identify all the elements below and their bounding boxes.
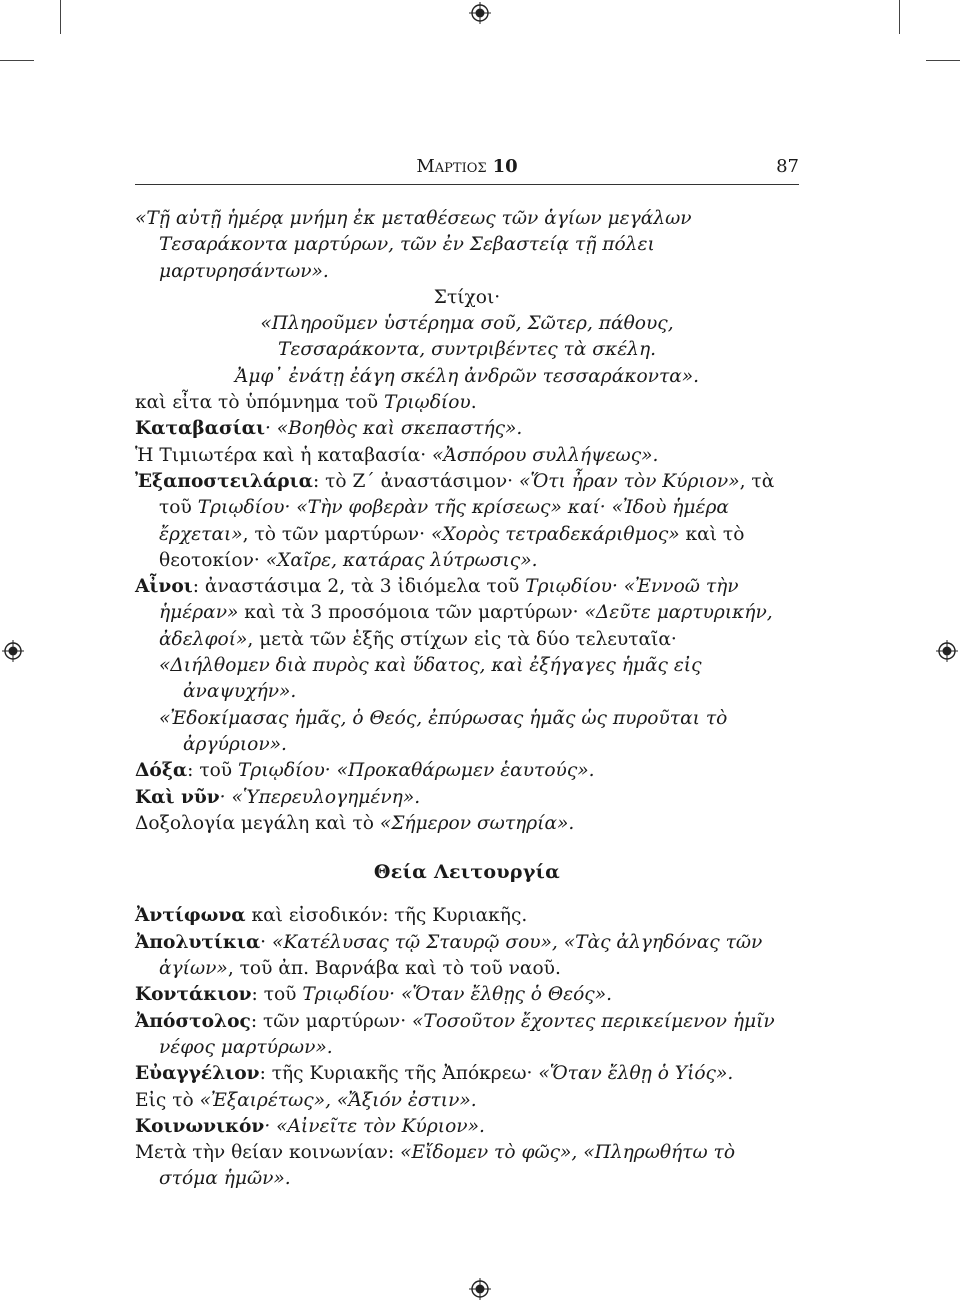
text-span: · «Αἰνεῖτε τὸν Κύριον».	[264, 1115, 485, 1137]
crop-mark	[899, 0, 900, 34]
text-span: , τὰ τοῦ	[159, 470, 775, 519]
text-span: Τριῳδίου· «Προκαθάρωμεν ἑαυτούς».	[238, 760, 595, 782]
rubric-label: Κοντάκιον	[135, 984, 252, 1006]
text-span: καὶ εἰσοδικόν: τῆς Κυριακῆς.	[245, 905, 528, 927]
rubric-label: Δόξα	[135, 760, 188, 782]
text-span: Τριῳδίου· «Ἐννοῶ τὴν ἡμέραν»	[159, 576, 739, 624]
stichos-line	[135, 706, 799, 759]
text-span: «Σήμερον σωτηρία».	[379, 812, 575, 834]
verse-line	[135, 337, 799, 363]
verse-text: «Πληροῦμεν ὑστέρημα σοῦ, Σῶτερ, πάθους,	[260, 313, 674, 335]
timiotera-line	[135, 443, 799, 469]
running-header	[135, 150, 799, 185]
section-title: Θεία Λειτουργία	[373, 861, 561, 884]
kai-nyn-line	[135, 785, 799, 811]
kontakion-line	[135, 982, 799, 1008]
text-span: , τοῦ ἀπ. Βαρνάβα καὶ τὸ τοῦ ναοῦ.	[227, 958, 561, 980]
crop-mark	[926, 60, 960, 61]
text-span: «Χορὸς τετραδεκάριθμος»	[430, 523, 680, 545]
eis-to-line	[135, 1088, 799, 1114]
meta-koinonia-paragraph	[135, 1140, 799, 1193]
exapostilaria-paragraph	[135, 469, 799, 574]
registration-mark-right	[936, 640, 958, 662]
text-span: «Χαῖρε, κατάρας λύτρωσις».	[265, 549, 538, 571]
rubric-label: Κοινωνικόν	[135, 1115, 265, 1137]
synaxar-line	[135, 390, 799, 416]
text-span: ·	[260, 931, 272, 953]
doxologia-line	[135, 811, 799, 837]
text-span: «Τοσοῦτον ἔχοντες περικείμενον ἡμῖν νέφος μαρτύρων».	[159, 1010, 775, 1058]
registration-mark-top	[469, 2, 491, 24]
text-span: , μετὰ τῶν ἑξῆς στίχων εἰς τὰ δύο τελευταῖα·	[247, 628, 677, 650]
text-span: : ἀναστάσιμα 2, τὰ 3 ἰδιόμελα τοῦ	[192, 576, 526, 598]
text-span: «Δεῦτε μαρτυρικήν, ἀδελφοί»	[159, 602, 773, 650]
antiphona-line	[135, 903, 799, 929]
text-span: .	[470, 392, 477, 414]
text-span: · «Ὑπερευλογημένη».	[219, 786, 421, 808]
running-head	[135, 156, 799, 177]
registration-mark-bottom	[469, 1278, 491, 1300]
page-body	[135, 206, 799, 1193]
text-span: «Ἀσπόρου συλλήψεως».	[432, 444, 659, 466]
text-span: : τῶν μαρτύρων·	[250, 1010, 413, 1032]
doxa-line	[135, 758, 799, 784]
text-span: Τριῳδίου· «Τὴν φοβερὰν τῆς κρίσεως» καί· «Ἰδοὺ ἡμέρα ἔρχεται»	[159, 497, 729, 545]
text-span: «Κατέλυσας τῷ Σταυρῷ σου», «Τὰς ἀλγηδόνας τῶν ἁγίων»	[159, 931, 763, 980]
stichos-line	[135, 653, 799, 706]
text-span: καὶ τὸ θεοτοκίον·	[159, 523, 745, 571]
koinonikon-line	[135, 1114, 799, 1140]
rubric-label: Ἐξαποστειλάρια	[135, 470, 313, 492]
rubric-label: Καταβασίαι	[135, 418, 265, 440]
rubric-label: Εὐαγγέλιον	[135, 1063, 260, 1085]
evangelion-line	[135, 1061, 799, 1087]
text-span: : τοῦ	[251, 984, 303, 1006]
text-span: καὶ εἶτα τὸ ὑπόμνημα τοῦ	[135, 392, 384, 414]
verse-text: Ἀμφ᾿ ἐνάτῃ ἐάγη σκέλη ἀνδρῶν τεσσαράκοντα».	[234, 365, 700, 387]
text-span: Τριῳδίου· «Ὅταν ἔλθῃς ὁ Θεός».	[302, 984, 612, 1006]
text-span: «Διήλθομεν διὰ πυρὸς καὶ ὕδατος, καὶ ἐξήγαγες ἡμᾶς εἰς ἀναψυχήν».	[159, 655, 702, 703]
rubric-label: Ἀπόστολος	[135, 1010, 251, 1032]
crop-mark	[60, 0, 61, 34]
rubric-label: Ἀντίφωνα	[135, 905, 246, 927]
text-span: «Ὅταν ἔλθῃ ὁ Υἱός».	[538, 1063, 734, 1085]
text-span: Ἡ Τιμιωτέρα καὶ ἡ καταβασία·	[135, 444, 433, 466]
rubric-label: Καὶ νῦν	[135, 786, 220, 808]
text-span: Δοξολογία μεγάλη καὶ τὸ	[135, 812, 380, 834]
ainoi-paragraph	[135, 574, 799, 653]
text-span: Εἰς τὸ	[135, 1089, 200, 1111]
verses-title: Στίχοι·	[433, 286, 501, 308]
text-span: «Εἴδομεν τὸ φῶς», «Πληρωθήτω τὸ στόμα ἡμῶν».	[159, 1142, 736, 1190]
text-span: : τὸ Ζ΄ ἀναστάσιμον·	[312, 470, 519, 492]
text-span: Τριῳδίου	[383, 392, 471, 414]
intro-paragraph	[135, 206, 799, 285]
verse-line	[135, 311, 799, 337]
rubric-label: Ἀπολυτίκια	[135, 931, 261, 953]
text-span: , τὸ τῶν μαρτύρων·	[242, 523, 431, 545]
text-span: · «Βοηθὸς καὶ σκεπαστής».	[264, 418, 523, 440]
verse-line	[135, 364, 799, 390]
text-span: : τῆς Κυριακῆς τῆς Ἀπόκρεω·	[259, 1063, 539, 1085]
katavasiai-line	[135, 416, 799, 442]
running-head-number: 10	[492, 156, 518, 177]
intro-text: «Τῇ αὐτῇ ἡμέρᾳ μνήμη ἐκ μεταθέσεως τῶν ἁγίων μεγάλων Τεσαράκοντα μαρτύρων, τῶν ἐν Σεβαστείᾳ τῇ πόλει μαρτυρησάντων».	[135, 208, 692, 282]
rubric-label: Αἶνοι	[135, 576, 193, 598]
text-span: : τοῦ	[187, 760, 239, 782]
verse-text: Τεσσαράκοντα, συντριβέντες τὰ σκέλη.	[277, 339, 657, 361]
running-head-title: Μαρτιος	[416, 156, 487, 177]
text-span: Μετὰ τὴν θείαν κοινωνίαν:	[135, 1142, 401, 1164]
registration-mark-left	[2, 640, 24, 662]
crop-mark	[0, 60, 34, 61]
text-span: καὶ τὰ 3 προσόμοια τῶν μαρτύρων·	[238, 602, 585, 624]
apolytikia-paragraph	[135, 930, 799, 983]
apostolos-paragraph	[135, 1009, 799, 1062]
text-span: «Ἐξαιρέτως», «Ἄξιόν ἐστιν».	[199, 1089, 477, 1111]
text-span: «Ἐδοκίμασας ἡμᾶς, ὁ Θεός, ἐπύρωσας ἡμᾶς ὡς πυροῦται τὸ ἀργύριον».	[159, 707, 728, 755]
text-span: «Ὅτι ἦραν τὸν Κύριον»	[518, 470, 740, 492]
page-number: 87	[776, 156, 799, 177]
